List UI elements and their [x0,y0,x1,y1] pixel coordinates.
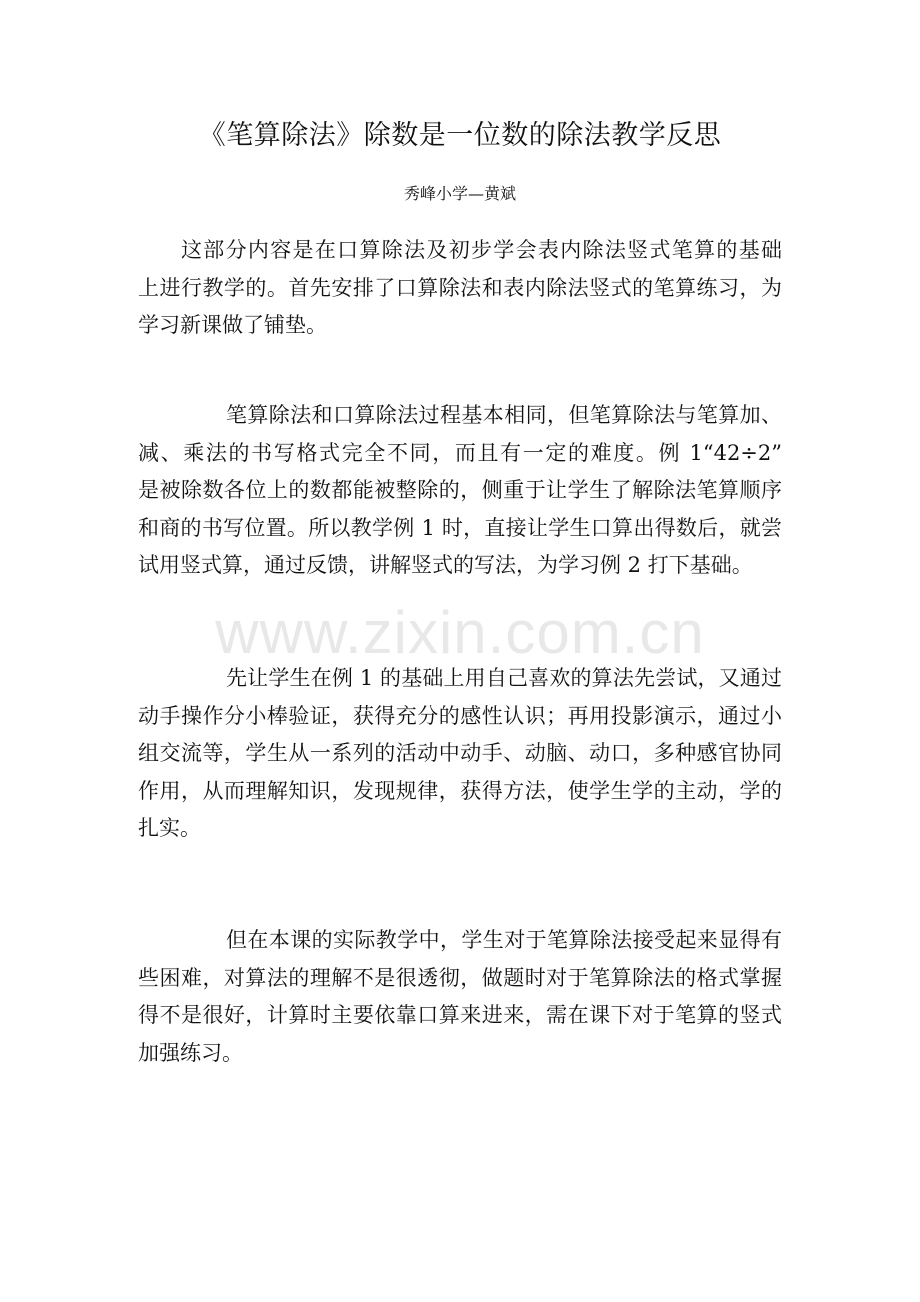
paragraph-3 [138,660,782,848]
paragraph-line: 和商的书写位置。所以教学例 1 时，直接让学生口算出得数后，就尝 [138,515,782,540]
paragraph-line: 减、乘法的书写格式完全不同，而且有一定的难度。例 1“42÷2” [138,440,782,465]
paragraph-line: 组交流等，学生从一系列的活动中动手、动脑、动口，多种感官协同 [138,741,782,765]
paragraph-line: 上进行教学的。首先安排了口算除法和表内除法竖式的笔算练习，为 [138,275,782,300]
paragraph-line: 作用，从而理解知识，发现规律，获得方法，使学生学的主动，学的 [138,778,782,803]
paragraph-line: 扎实。 [138,816,201,840]
paragraph-line: 学习新课做了铺垫。 [138,313,327,337]
paragraph-line: 但在本课的实际教学中，学生对于笔算除法接受起来显得有 [226,928,782,952]
paragraph-1 [138,232,782,345]
paragraph-line: 试用竖式算，通过反馈，讲解竖式的写法，为学习例 2 打下基础。 [138,553,753,577]
paragraph-line: 些困难，对算法的理解不是很透彻，做题时对于笔算除法的格式掌握 [138,965,782,990]
paragraph-line: 这部分内容是在口算除法及初步学会表内除法竖式笔算的基础 [181,238,782,262]
document-title: 《笔算除法》除数是一位数的除法教学反思 [198,120,722,151]
paragraph-line: 先让学生在例 1 的基础上用自己喜欢的算法先尝试，又通过 [226,666,782,690]
paragraph-4 [138,922,782,1072]
paragraph-line: 是被除数各位上的数都能被整除的，侧重于让学生了解除法笔算顺序 [138,478,782,502]
paragraph-line: 动手操作分小棒验证，获得充分的感性认识；再用投影演示，通过小 [138,703,782,728]
document-author: 秀峰小学—黄斌 [403,184,516,203]
paragraph-line: 得不是很好，计算时主要依靠口算来进来，需在课下对于笔算的竖式 [138,1003,782,1027]
paragraph-2 [138,397,782,585]
watermark: www.zixin.com.cn [215,599,705,666]
paragraph-line: 笔算除法和口算除法过程基本相同，但笔算除法与笔算加、 [226,403,782,427]
paragraph-line: 加强练习。 [138,1040,243,1065]
